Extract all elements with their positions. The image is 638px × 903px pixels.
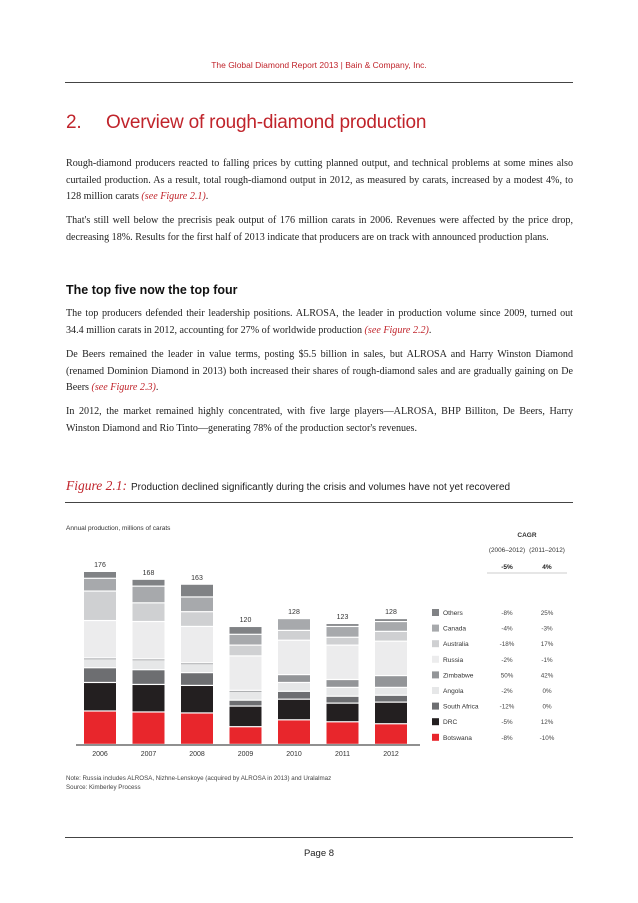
paragraph-3-end: .	[428, 324, 432, 336]
legend-label-canada: Canada	[443, 625, 467, 633]
legend-swatch-canada	[432, 625, 439, 632]
bar-segment-zimbabwe-2008	[181, 663, 213, 664]
bar-segment-australia-2010	[278, 631, 310, 640]
bar-segment-botswana-2006	[84, 712, 116, 744]
bar-segment-australia-2009	[230, 646, 262, 656]
legend-label-south-africa: South Africa	[443, 703, 479, 711]
legend-swatch-angola	[432, 687, 439, 694]
bar-segment-russia-2007	[133, 622, 165, 658]
cagr-1112-russia: -1%	[541, 656, 553, 664]
bar-segment-australia-2012	[375, 632, 407, 641]
paragraph-1-end: .	[205, 191, 209, 202]
figure-reference-2-1[interactable]: (see Figure 2.1)	[141, 191, 206, 202]
bar-total-label-2011: 123	[336, 614, 349, 622]
legend-label-russia: Russia	[443, 656, 464, 664]
legend	[432, 609, 555, 742]
bar-total-label-2010: 128	[288, 609, 300, 617]
bar-segment-angola-2007	[133, 660, 165, 669]
bar-segment-drc-2007	[133, 685, 165, 711]
legend-label-others: Others	[443, 610, 463, 617]
cagr-0612-angola: -2%	[501, 688, 513, 695]
chart-source: Source: Kimberley Process	[66, 784, 141, 791]
cagr-1112-angola: 0%	[542, 688, 552, 695]
bar-segment-australia-2006	[84, 592, 116, 620]
x-tick-2009: 2009	[237, 751, 254, 758]
bar-segment-drc-2011	[327, 704, 359, 721]
cagr-1112-others: 25%	[540, 610, 554, 617]
bar-segment-canada-2010	[278, 619, 310, 630]
legend-swatch-russia	[432, 656, 439, 663]
bar-segment-canada-2008	[181, 598, 213, 612]
bar-segment-zimbabwe-2011	[327, 680, 359, 687]
legend-label-australia: Australia	[443, 641, 469, 649]
bar-segment-botswana-2010	[278, 720, 310, 743]
page-number: Page 8	[303, 848, 335, 859]
legend-swatch-drc	[432, 718, 439, 725]
figure-label: Figure 2.1:	[66, 478, 127, 493]
legend-label-zimbabwe: Zimbabwe	[443, 672, 474, 680]
paragraph-2: That's still well below the precrisis peak output of 176 million carats in 2006. Revenues were affected by the price drop, decreasing 18%. Results for the first half of 2013 indicate that producers are on track with announced production plans.	[66, 215, 573, 243]
legend-label-botswana: Botswana	[443, 734, 472, 742]
cagr-0612-botswana: -8%	[501, 734, 513, 742]
bar-segment-angola-2006	[84, 659, 116, 667]
bar-total-label-2006: 176	[94, 562, 106, 569]
bar-segment-zimbabwe-2010	[278, 675, 310, 682]
bar-segment-canada-2006	[84, 579, 116, 591]
cagr-0612-zimbabwe: 50%	[500, 672, 514, 680]
cagr-total-2011-2012: 4%	[542, 564, 552, 571]
cagr-title: CAGR	[517, 532, 537, 539]
bar-segment-south-africa-2009	[230, 701, 262, 706]
legend-swatch-south-africa	[432, 703, 439, 710]
x-tick-2007: 2007	[140, 751, 157, 758]
bar-segment-russia-2009	[230, 657, 262, 690]
bar-segment-botswana-2012	[375, 724, 407, 743]
bar-segment-australia-2007	[133, 603, 165, 620]
paragraph-5: In 2012, the market remained highly concentrated, with five large players—ALROSA, BHP Billiton, De Beers, Harry Winston Diamond and Rio Tinto—generating 78% of the production sector's revenues.	[66, 406, 573, 434]
bar-segment-russia-2011	[327, 646, 359, 679]
bar-segment-russia-2006	[84, 621, 116, 657]
bar-segment-others-2011	[327, 624, 359, 626]
bar-segment-botswana-2009	[230, 727, 262, 743]
bar-segment-drc-2008	[181, 686, 213, 712]
bar-segment-zimbabwe-2012	[375, 676, 407, 687]
subheading: The top five now the top four	[66, 283, 238, 297]
cagr-0612-canada: -4%	[501, 625, 513, 633]
bar-segment-south-africa-2011	[327, 697, 359, 703]
cagr-1112-botswana: -10%	[539, 734, 555, 742]
cagr-0612-australia: -18%	[499, 641, 515, 649]
cagr-table	[487, 532, 567, 573]
bar-segment-angola-2009	[230, 692, 262, 700]
bar-total-label-2009: 120	[239, 617, 252, 625]
bar-segment-canada-2012	[375, 622, 407, 631]
bar-segment-australia-2011	[327, 638, 359, 645]
figure-reference-2-3[interactable]: (see Figure 2.3)	[91, 382, 156, 393]
cagr-0612-russia: -2%	[501, 656, 513, 664]
section-title	[66, 112, 426, 134]
bar-segment-drc-2006	[84, 683, 116, 710]
bar-segment-botswana-2008	[181, 714, 213, 744]
cagr-period-2011-2012: (2011–2012)	[529, 547, 565, 554]
paragraph-3-text: The top producers defended their leadership positions. ALROSA, the leader in production volume since 2009, turned out 34.4 million carats in 2012, accounting for 27% of worldwide production	[66, 308, 573, 336]
bar-segment-zimbabwe-2007	[133, 659, 165, 660]
paragraph-4-end: .	[155, 382, 159, 393]
bar-segment-zimbabwe-2009	[230, 691, 262, 692]
bar-segment-botswana-2011	[327, 722, 359, 743]
bar-segment-angola-2010	[278, 683, 310, 691]
legend-swatch-australia	[432, 640, 439, 647]
legend-swatch-botswana	[432, 734, 439, 741]
bar-segment-others-2006	[84, 572, 116, 578]
chart-note: Note: Russia includes ALROSA, Nizhne-Lenskoye (acquired by ALROSA in 2013) and Uralalmaz	[66, 775, 332, 782]
bar-segment-angola-2012	[375, 688, 407, 695]
legend-label-drc: DRC	[443, 719, 458, 727]
cagr-total-2006-2012: -5%	[501, 564, 513, 571]
cagr-1112-south-africa: 0%	[542, 703, 552, 711]
bar-segment-south-africa-2007	[133, 670, 165, 684]
bar-segment-others-2009	[230, 627, 262, 634]
bar-segment-canada-2007	[133, 587, 165, 603]
bar-segment-botswana-2007	[133, 713, 165, 744]
figure-caption	[66, 478, 510, 494]
bar-segment-south-africa-2008	[181, 673, 213, 685]
cagr-1112-zimbabwe: 42%	[540, 672, 554, 680]
paragraph-4	[66, 347, 573, 397]
bar-segment-australia-2008	[181, 612, 213, 626]
running-header: The Global Diamond Report 2013 | Bain & Company, Inc.	[211, 60, 427, 70]
paragraph-1	[66, 156, 573, 206]
bar-segment-angola-2008	[181, 664, 213, 672]
section-number: 2.	[66, 112, 82, 133]
figure-caption-text: Production declined significantly during the crisis and volumes have not yet recovered	[131, 482, 511, 493]
x-tick-2010: 2010	[286, 751, 302, 758]
bar-segment-others-2007	[133, 580, 165, 586]
bar-segment-russia-2008	[181, 627, 213, 662]
cagr-1112-canada: -3%	[541, 625, 553, 633]
legend-label-angola: Angola	[443, 688, 464, 695]
bar-total-label-2012: 128	[385, 609, 397, 617]
x-tick-2006: 2006	[92, 751, 108, 758]
bar-segment-russia-2010	[278, 641, 310, 674]
bar-total-label-2008: 163	[191, 574, 203, 582]
section-title-text: Overview of rough-diamond production	[106, 112, 427, 133]
header-rule	[65, 82, 573, 83]
bar-segment-drc-2010	[278, 700, 310, 719]
bar-group	[84, 562, 407, 744]
cagr-period-2006-2012: (2006–2012)	[488, 547, 526, 554]
paragraph-3	[66, 306, 573, 339]
bar-segment-south-africa-2006	[84, 668, 116, 682]
bar-total-label-2007: 168	[142, 569, 155, 577]
bar-segment-south-africa-2010	[278, 692, 310, 699]
bar-segment-russia-2012	[375, 642, 407, 675]
bar-segment-canada-2009	[230, 635, 262, 645]
legend-swatch-zimbabwe	[432, 671, 439, 678]
bar-segment-zimbabwe-2006	[84, 659, 116, 660]
x-tick-2012: 2012	[383, 751, 399, 758]
bar-segment-others-2008	[181, 585, 213, 597]
bar-segment-drc-2012	[375, 703, 407, 723]
bar-segment-others-2012	[375, 619, 407, 621]
cagr-1112-australia: 17%	[540, 641, 554, 649]
footer-rule	[65, 837, 573, 838]
bar-segment-south-africa-2012	[375, 696, 407, 702]
y-axis-label: Annual production, millions of carats	[66, 525, 171, 532]
x-tick-2008: 2008	[189, 751, 205, 758]
cagr-0612-drc: -5%	[501, 719, 513, 727]
x-tick-labels	[92, 751, 399, 758]
legend-swatch-others	[432, 609, 439, 616]
x-tick-2011: 2011	[334, 751, 351, 758]
figure-rule	[65, 502, 573, 503]
cagr-1112-drc: 12%	[540, 719, 554, 727]
bar-segment-angola-2011	[327, 688, 359, 696]
paragraph-1-text: Rough-diamond producers reacted to falling prices by cutting planned output, and technical problems at some mines also curtailed production. As a result, total rough-diamond output in 2012, as measured by carats, increased by a modest 4%, to 128 million carats	[66, 158, 573, 202]
bar-segment-drc-2009	[230, 707, 262, 726]
cagr-0612-south-africa: -12%	[499, 703, 515, 711]
figure-reference-2-2[interactable]: (see Figure 2.2)	[364, 324, 429, 336]
cagr-0612-others: -8%	[501, 610, 513, 617]
production-chart	[60, 520, 580, 766]
paragraph-4-text: De Beers remained the leader in value terms, posting $5.5 billion in sales, but ALROSA and Harry Winston Diamond (renamed Dominion Diamond in 2013) both increased their shares of rough-diamond sales and are gradually gaining on De Beers	[66, 349, 573, 393]
bar-segment-canada-2011	[327, 627, 359, 637]
